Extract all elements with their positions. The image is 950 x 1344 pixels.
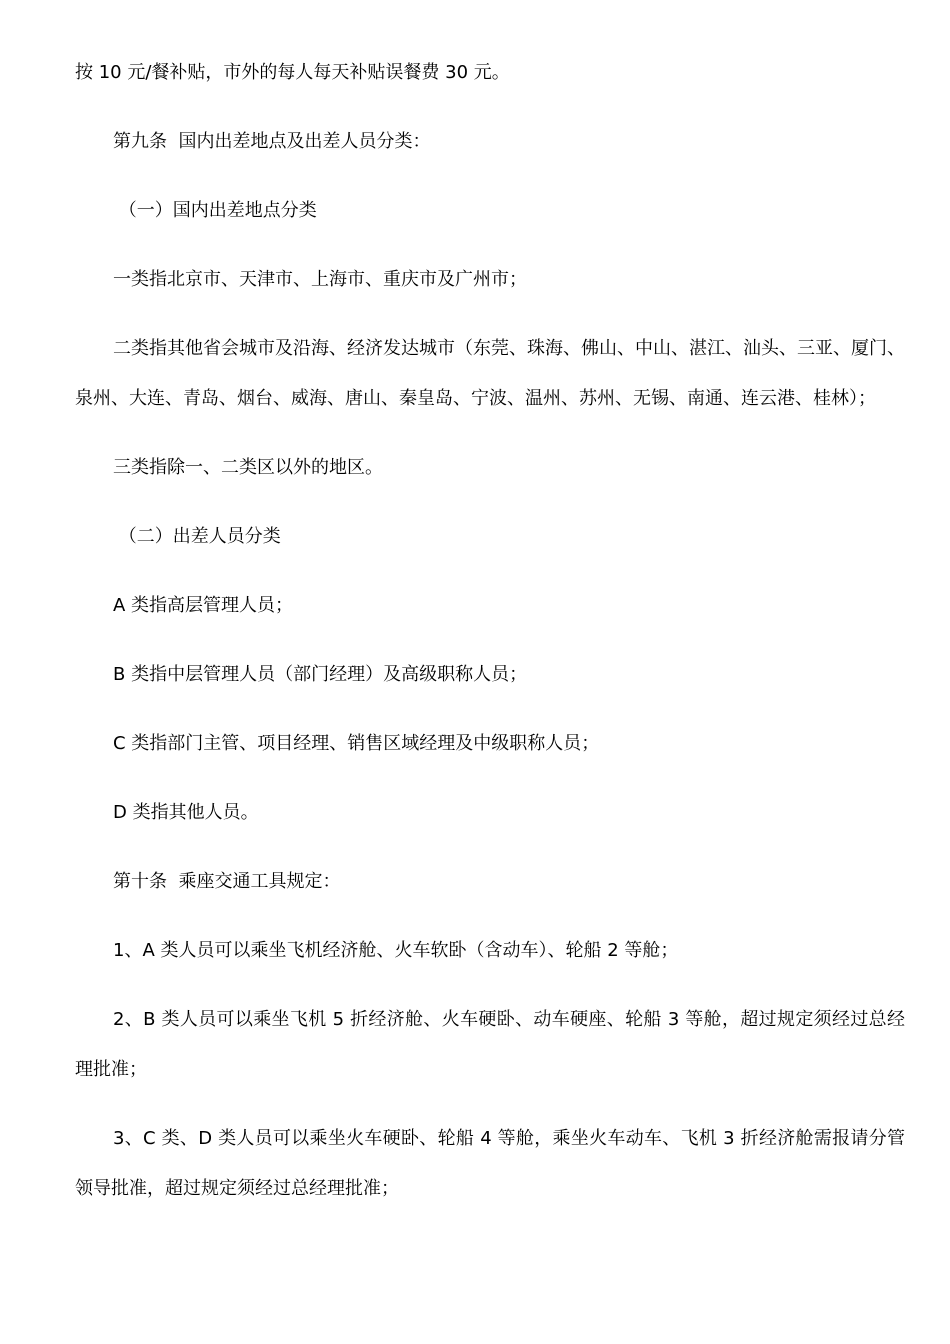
paragraph-meal-allowance: 按 10 元/餐补贴，市外的每人每天补贴误餐费 30 元。 <box>75 62 510 83</box>
section-2-heading: （二）出差人员分类 <box>113 526 281 547</box>
rule-2-paragraph: 2、B 类人员可以乘坐飞机 5 折经济舱、火车硬卧、动车硬座、轮船 3 等舱，超过规定须经过总经理批准； <box>75 1009 905 1080</box>
class-c-paragraph: C 类指部门主管、项目经理、销售区域经理及中级职称人员； <box>113 733 600 754</box>
category-1-paragraph: 一类指北京市、天津市、上海市、重庆市及广州市； <box>113 269 527 290</box>
section-1-heading: （一）国内出差地点分类 <box>113 200 317 221</box>
category-2-paragraph: 二类指其他省会城市及沿海、经济发达城市（东莞、珠海、佛山、中山、湛江、汕头、三亚、厦门、泉州、大连、青岛、烟台、威海、唐山、秦皇岛、宁波、温州、苏州、无锡、南通、连云港、桂林）； <box>75 338 905 409</box>
class-b-paragraph: B 类指中层管理人员（部门经理）及高级职称人员； <box>113 664 528 685</box>
article-9-heading: 第九条 国内出差地点及出差人员分类： <box>113 131 431 152</box>
class-a-paragraph: A 类指高层管理人员； <box>113 595 294 616</box>
rule-1-paragraph: 1、A 类人员可以乘坐飞机经济舱、火车软卧（含动车）、轮船 2 等舱； <box>113 940 679 961</box>
article-10-heading: 第十条 乘座交通工具规定： <box>113 871 341 892</box>
class-d-paragraph: D 类指其他人员。 <box>113 802 259 823</box>
rule-3-paragraph: 3、C 类、D 类人员可以乘坐火车硬卧、轮船 4 等舱，乘坐火车动车、飞机 3 折经济舱需报请分管领导批准，超过规定须经过总经理批准； <box>75 1128 905 1199</box>
document-page <box>75 48 905 1214</box>
category-3-paragraph: 三类指除一、二类区以外的地区。 <box>113 457 383 478</box>
